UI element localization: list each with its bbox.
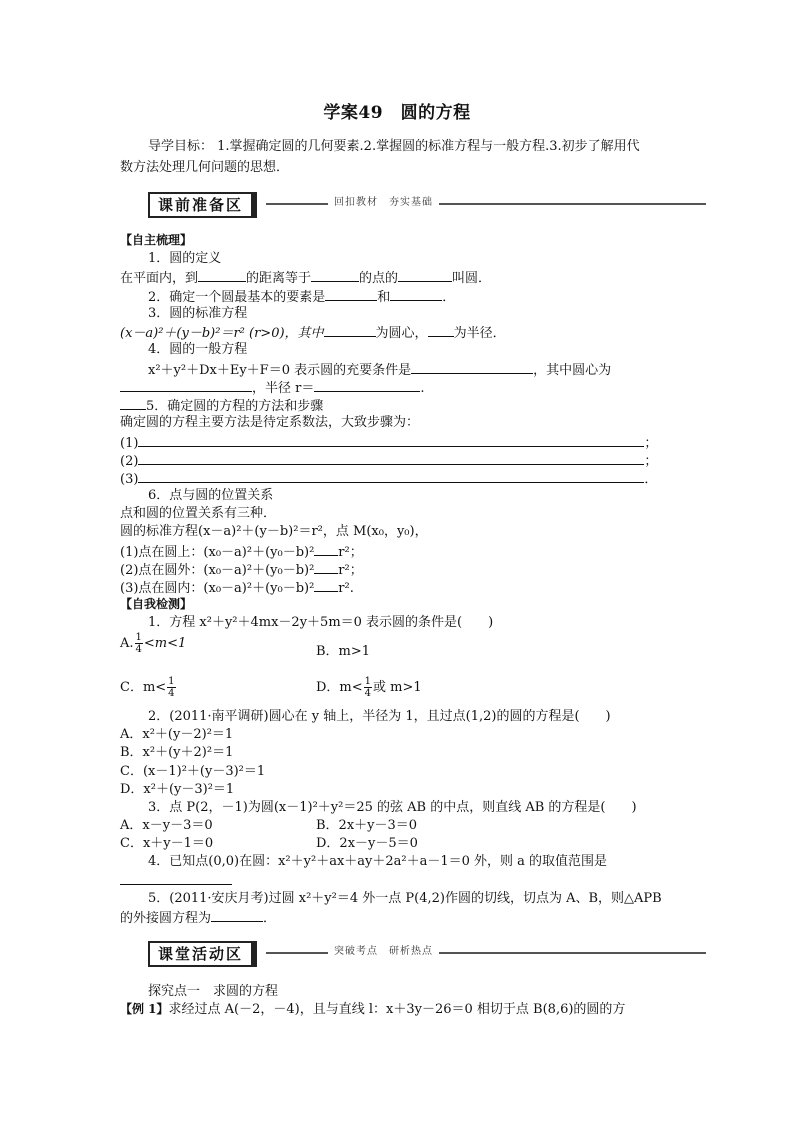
- text: ，半径 r＝: [252, 381, 315, 396]
- item-5-text: 确定圆的方程主要方法是待定系数法，大致步骤为：: [120, 415, 420, 430]
- blank[interactable]: [398, 267, 452, 282]
- option-text: C．m<: [120, 680, 167, 695]
- banner-tag: 课堂活动区: [148, 941, 257, 967]
- text: ．: [263, 911, 277, 926]
- goal-line-1: 导学目标： 1.掌握确定圆的几何要素.2.掌握圆的标准方程与一般方程.3.初步了解用代: [148, 139, 640, 154]
- blank[interactable]: [211, 907, 263, 922]
- example-text: 求经过点 A(－2，－4)，且与直线 l：x＋3y－26＝0 相切于点 B(8,6)的圆的方: [168, 1002, 626, 1017]
- text: 为圆心，: [375, 326, 428, 341]
- question-5-cont: [120, 907, 276, 928]
- text: .: [420, 381, 425, 396]
- text: r²；: [338, 545, 363, 560]
- text: 为半径．: [453, 326, 506, 341]
- option-text: <m<1: [143, 636, 187, 651]
- section-banner-prep: [148, 192, 706, 214]
- fraction: [364, 676, 372, 699]
- text: x²＋y²＋Dx＋Ey＋F＝0 表示圆的充要条件是: [148, 363, 412, 378]
- blank[interactable]: [120, 395, 146, 410]
- text: (3): [120, 472, 139, 487]
- question-5: 5．(2011·安庆月考)过圆 x²＋y²＝4 外一点 P(4,2)作圆的切线，切点为 A、B，则△APB: [148, 891, 662, 906]
- numerator: 1: [135, 632, 142, 643]
- numerator: 1: [168, 676, 175, 687]
- explore-point-1: 探究点一 求圆的方程: [148, 984, 279, 999]
- item-1-title: 1．圆的定义: [148, 251, 222, 266]
- q3-option-b[interactable]: B．2x＋y－3＝0: [316, 818, 418, 833]
- q1-option-c[interactable]: [120, 676, 177, 699]
- denominator: 4: [168, 688, 175, 699]
- question-4: 4．已知点(0,0)在圆：x²＋y²＋ax＋ay＋2a²＋a－1＝0 外，则 a 的取值范围是: [148, 854, 608, 869]
- blank[interactable]: [411, 359, 533, 374]
- question-3: 3．点 P(2，－1)为圆(x－1)²＋y²＝25 的弦 AB 的中点，则直线 AB 的方程是( ): [148, 800, 637, 815]
- text: (2): [120, 454, 139, 469]
- text: 的外接圆方程为: [120, 911, 212, 926]
- blank[interactable]: [138, 468, 644, 483]
- denominator: 4: [135, 644, 142, 655]
- q2-option-a[interactable]: A．x²＋(y－2)²＝1: [120, 727, 234, 742]
- blank[interactable]: [314, 577, 338, 592]
- text: ，其中圆心为: [533, 363, 612, 378]
- text: 的距离等于: [246, 271, 312, 286]
- text: (3)点在圆内：(x₀－a)²＋(y₀－b)²: [120, 581, 315, 596]
- q2-option-d[interactable]: D．x²＋(y－3)²＝1: [120, 782, 235, 797]
- blank[interactable]: [120, 377, 252, 392]
- text: (1): [120, 436, 139, 451]
- q2-option-b[interactable]: B．x²＋(y＋2)²＝1: [120, 745, 234, 760]
- text: 在平面内，到: [120, 271, 199, 286]
- text: ．: [644, 472, 658, 487]
- text: 叫圆．: [452, 271, 492, 286]
- q1-option-a[interactable]: [120, 632, 186, 655]
- text: 2．确定一个圆最基本的要素是: [148, 290, 326, 305]
- example-1: [120, 1000, 625, 1019]
- item-6-text: 点和圆的位置关系有三种．: [120, 506, 277, 521]
- question-1: 1．方程 x²＋y²＋4mx－2y＋5m＝0 表示圆的条件是( ): [148, 615, 494, 630]
- text: 和: [377, 290, 391, 305]
- blank[interactable]: [325, 286, 377, 301]
- blank[interactable]: [311, 267, 359, 282]
- q1-option-d[interactable]: [316, 676, 422, 699]
- numerator: 1: [364, 676, 372, 687]
- blank[interactable]: [428, 322, 454, 337]
- q3-option-d[interactable]: D．2x－y－5＝0: [316, 836, 418, 851]
- blank[interactable]: [138, 450, 644, 465]
- blank[interactable]: [390, 286, 442, 301]
- text: ；: [644, 454, 658, 469]
- item-3-title: 3．圆的标准方程: [148, 306, 248, 321]
- text: r².: [338, 581, 354, 596]
- text: 的点的: [359, 271, 399, 286]
- self-test-heading: 【自我检测】: [120, 597, 193, 611]
- text: ．: [442, 290, 456, 305]
- blank[interactable]: [314, 559, 338, 574]
- text: r²；: [338, 563, 363, 578]
- q3-option-c[interactable]: C．x＋y－1＝0: [120, 836, 214, 851]
- text: (2)点在圆外：(x₀－a)²＋(y₀－b)²: [120, 563, 315, 578]
- goal-line-2: 数方法处理几何问题的思想．: [120, 160, 290, 175]
- blank[interactable]: [324, 322, 376, 337]
- text: (x－a)²＋(y－b)²＝r² (r>0)，其中: [120, 326, 324, 341]
- self-study-heading: 【自主梳理】: [120, 233, 193, 247]
- example-tag: 【例 1】: [120, 1002, 169, 1016]
- blank[interactable]: [198, 267, 246, 282]
- blank[interactable]: [314, 541, 338, 556]
- fraction: [135, 632, 143, 655]
- text: ；: [644, 436, 658, 451]
- item-1-text: [120, 267, 491, 288]
- denominator: 4: [364, 688, 372, 699]
- option-text: D．m<: [316, 680, 363, 695]
- fraction: [167, 676, 175, 699]
- blank[interactable]: [138, 432, 644, 447]
- item-6-title: 6．点与圆的位置关系: [148, 488, 274, 503]
- q3-option-a[interactable]: A．x－y－3＝0: [120, 818, 213, 833]
- page-title: 学案49 圆的方程: [323, 103, 471, 123]
- q4-answer-blank: [120, 870, 232, 891]
- q1-option-b[interactable]: B．m>1: [316, 644, 371, 659]
- q2-option-c[interactable]: C．(x－1)²＋(y－3)²＝1: [120, 764, 266, 779]
- banner-tag: 课前准备区: [148, 192, 257, 218]
- banner-subtitle: 回扣教材 夯实基础: [328, 193, 439, 208]
- text: 5．确定圆的方程的方法和步骤: [146, 399, 324, 414]
- blank[interactable]: [314, 377, 420, 392]
- item-6-equation: 圆的标准方程(x－a)²＋(y－b)²＝r²，点 M(x₀，y₀)，: [120, 524, 428, 539]
- item-4-title: 4．圆的一般方程: [148, 342, 248, 357]
- question-2: 2．(2011·南平调研)圆心在 y 轴上，半径为 1，且过点(1,2)的圆的方程是( ): [148, 709, 611, 724]
- option-text: 或 m>1: [373, 680, 422, 695]
- text: (1)点在圆上：(x₀－a)²＋(y₀－b)²: [120, 545, 315, 560]
- section-banner-class: [148, 941, 706, 963]
- blank[interactable]: [120, 870, 232, 885]
- option-letter: A.: [120, 636, 134, 651]
- banner-subtitle: 突破考点 研析热点: [328, 942, 439, 957]
